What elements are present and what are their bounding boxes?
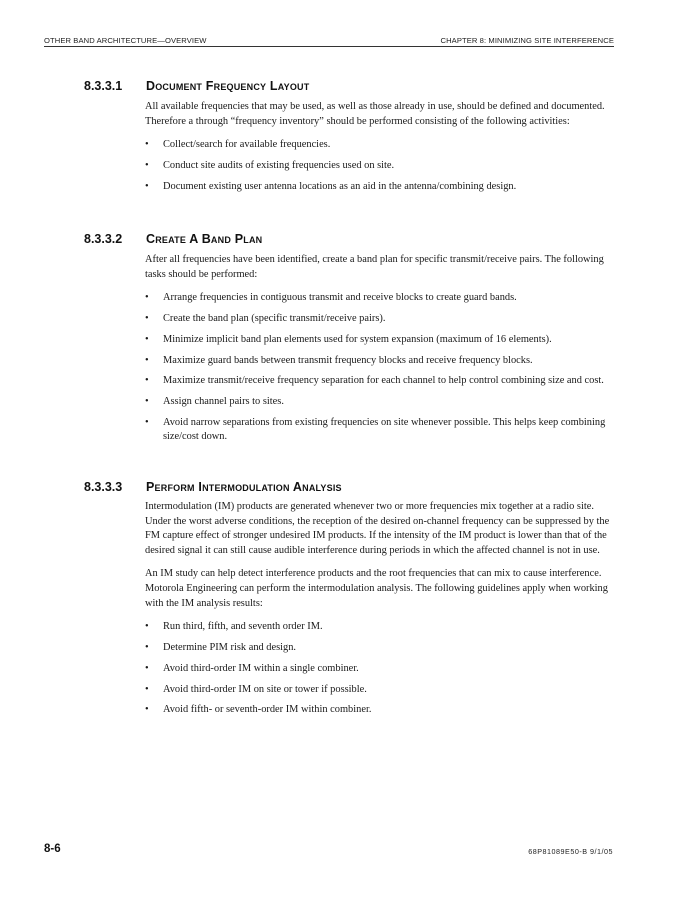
section-body-8-3-3-1 <box>145 100 613 201</box>
bullet-item: • Conduct site audits of existing frequencies used on site. <box>145 159 613 174</box>
bullet-item: • Maximize guard bands between transmit frequency blocks and receive frequency blocks. <box>145 354 613 369</box>
bullet-item: • Assign channel pairs to sites. <box>145 395 613 410</box>
page-number: 8-6 <box>44 843 61 855</box>
bullet-item: • Arrange frequencies in contiguous transmit and receive blocks to create guard bands. <box>145 291 613 306</box>
bullet-item: • Avoid narrow separations from existing frequencies on site whenever possible. This helps keep combining size/cost down. <box>145 416 613 445</box>
section-heading-8-3-3-3 <box>84 480 342 494</box>
paragraph: After all frequencies have been identified, create a band plan for specific transmit/receive pairs. The following tasks should be performed: <box>145 254 604 280</box>
bullet-item: • Determine PIM risk and design. <box>145 641 613 656</box>
bullet-item: • Maximize transmit/receive frequency separation for each channel to help control combining size and cost. <box>145 374 613 389</box>
section-number: 8.3.3.1 <box>84 79 123 93</box>
section-body-8-3-3-2 <box>145 253 613 451</box>
bullet-item: • Avoid third-order IM within a single combiner. <box>145 662 613 677</box>
header-rule <box>44 46 614 47</box>
section-heading-8-3-3-1 <box>84 79 309 93</box>
bullet-item: • Document existing user antenna locations as an aid in the antenna/combining design. <box>145 180 613 195</box>
section-title: Document Frequency Layout <box>146 79 310 93</box>
paragraph: Intermodulation (IM) products are generated whenever two or more frequencies mix together at a radio site. Under the worst adverse conditions, the reception of the desired on-channel frequency can be suppressed by the FM capture effect of stronger undesired IM products. If the intensity of the IM product is lower than that of the desired signal it can still cause audible interference during periods in which the affected channel is not in use. <box>145 501 610 556</box>
section-title: Create A Band Plan <box>146 232 263 246</box>
section-number: 8.3.3.2 <box>84 232 123 246</box>
section-title: Perform Intermodulation Analysis <box>146 480 342 494</box>
bullet-item: • Minimize implicit band plan elements used for system expansion (maximum of 16 elements). <box>145 333 613 348</box>
bullet-item: • Create the band plan (specific transmit/receive pairs). <box>145 312 613 327</box>
running-header-right: CHAPTER 8: MINIMIZING SITE INTERFERENCE <box>440 36 614 45</box>
bullet-item: • Collect/search for available frequencies. <box>145 138 613 153</box>
bullet-item: • Run third, fifth, and seventh order IM. <box>145 620 613 635</box>
section-heading-8-3-3-2 <box>84 232 262 246</box>
document-id: 68P81089E50-B 9/1/05 <box>528 847 613 856</box>
section-body-8-3-3-3 <box>145 500 613 724</box>
paragraph: All available frequencies that may be used, as well as those already in use, should be defined and documented. Therefore a through “frequency inventory” should be performed consisting of the following activities: <box>145 101 605 127</box>
paragraph: An IM study can help detect interference products and the root frequencies that can mix to cause interference. Motorola Engineering can perform the intermodulation analysis. The following guidelines apply when working with the IM analysis results: <box>145 568 608 609</box>
running-header-left: OTHER BAND ARCHITECTURE—OVERVIEW <box>44 36 207 45</box>
bullet-item: • Avoid third-order IM on site or tower if possible. <box>145 683 613 698</box>
section-number: 8.3.3.3 <box>84 480 123 494</box>
bullet-item: • Avoid fifth- or seventh-order IM within combiner. <box>145 703 613 718</box>
